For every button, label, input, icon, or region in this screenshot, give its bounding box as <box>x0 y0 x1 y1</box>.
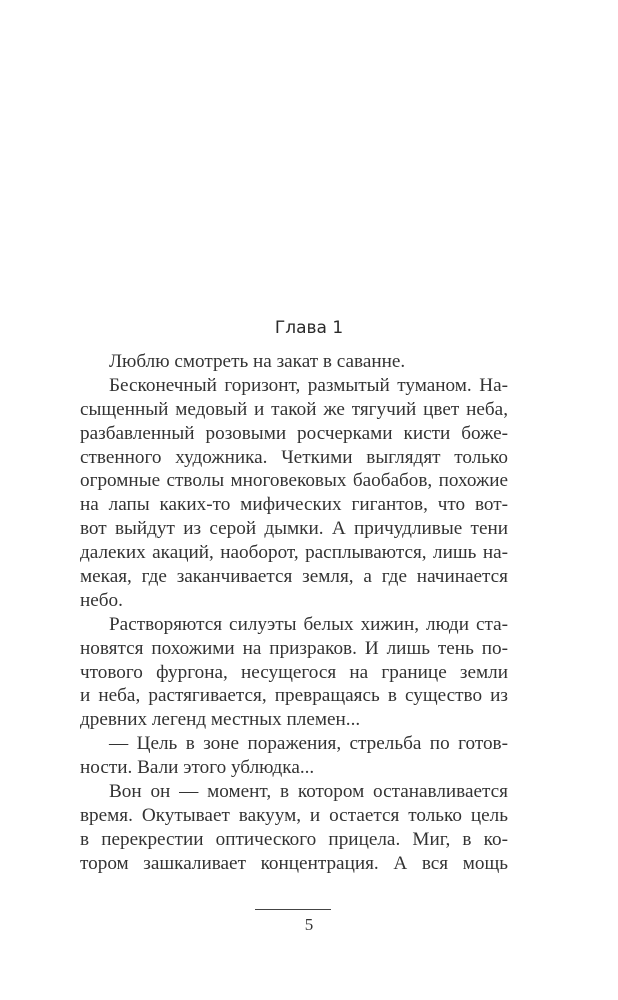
text-line: древних легенд местных племен... <box>80 709 361 731</box>
text-line: вот выйдут из серой дымки. А причудливые тени <box>80 518 508 540</box>
text-line: на лапы каких-то мифических гигантов, что вот- <box>80 494 508 516</box>
text-line: Растворяются силуэты белых хижин, люди ста- <box>109 613 508 635</box>
text-line: разбавленный розовыми росчерками кисти боже- <box>80 422 508 444</box>
text-line: время. Окутывает вакуум, и остается только цель <box>80 804 508 826</box>
text-line: Люблю смотреть на закат в саванне. <box>109 351 406 372</box>
text-line: новятся похожими на призраков. И лишь тень по- <box>80 637 508 659</box>
paragraph <box>80 374 508 613</box>
text-line: Бесконечный горизонт, размытый туманом. На- <box>109 374 508 396</box>
text-line: в перекрестии оптического прицела. Миг, в ко- <box>80 828 508 850</box>
text-line: Вон он — момент, в котором останавливается <box>109 781 508 803</box>
text-line: огромные стволы многовековых баобабов, похожие <box>80 470 508 492</box>
text-line: и неба, растягивается, превращаясь в существо из <box>80 685 508 707</box>
paragraph <box>80 732 508 780</box>
text-line: ственного художника. Четкими выглядят только <box>80 446 508 468</box>
footer-rule <box>255 909 331 910</box>
page-number: 5 <box>304 915 314 934</box>
text-line: тором зашкаливает концентрация. А вся мощь <box>80 852 508 874</box>
text-line: чтового фургона, несущегося на границе земли <box>80 661 508 683</box>
paragraph <box>80 350 508 374</box>
text-line: сыщенный медовый и такой же тягучий цвет неба, <box>80 398 508 420</box>
text-line: далеких акаций, наоборот, расплываются, лишь на- <box>80 542 508 564</box>
text-line: небо. <box>80 589 123 611</box>
paragraph <box>80 613 508 732</box>
paragraph <box>80 780 508 876</box>
text-line: ности. Вали этого ублюдка... <box>80 757 315 779</box>
body-text <box>80 350 508 876</box>
chapter-title: Глава 1 <box>274 318 344 338</box>
text-line: мекая, где заканчивается земля, а где начинается <box>80 566 508 588</box>
text-line: — Цель в зоне поражения, стрельба по готов- <box>109 733 508 755</box>
